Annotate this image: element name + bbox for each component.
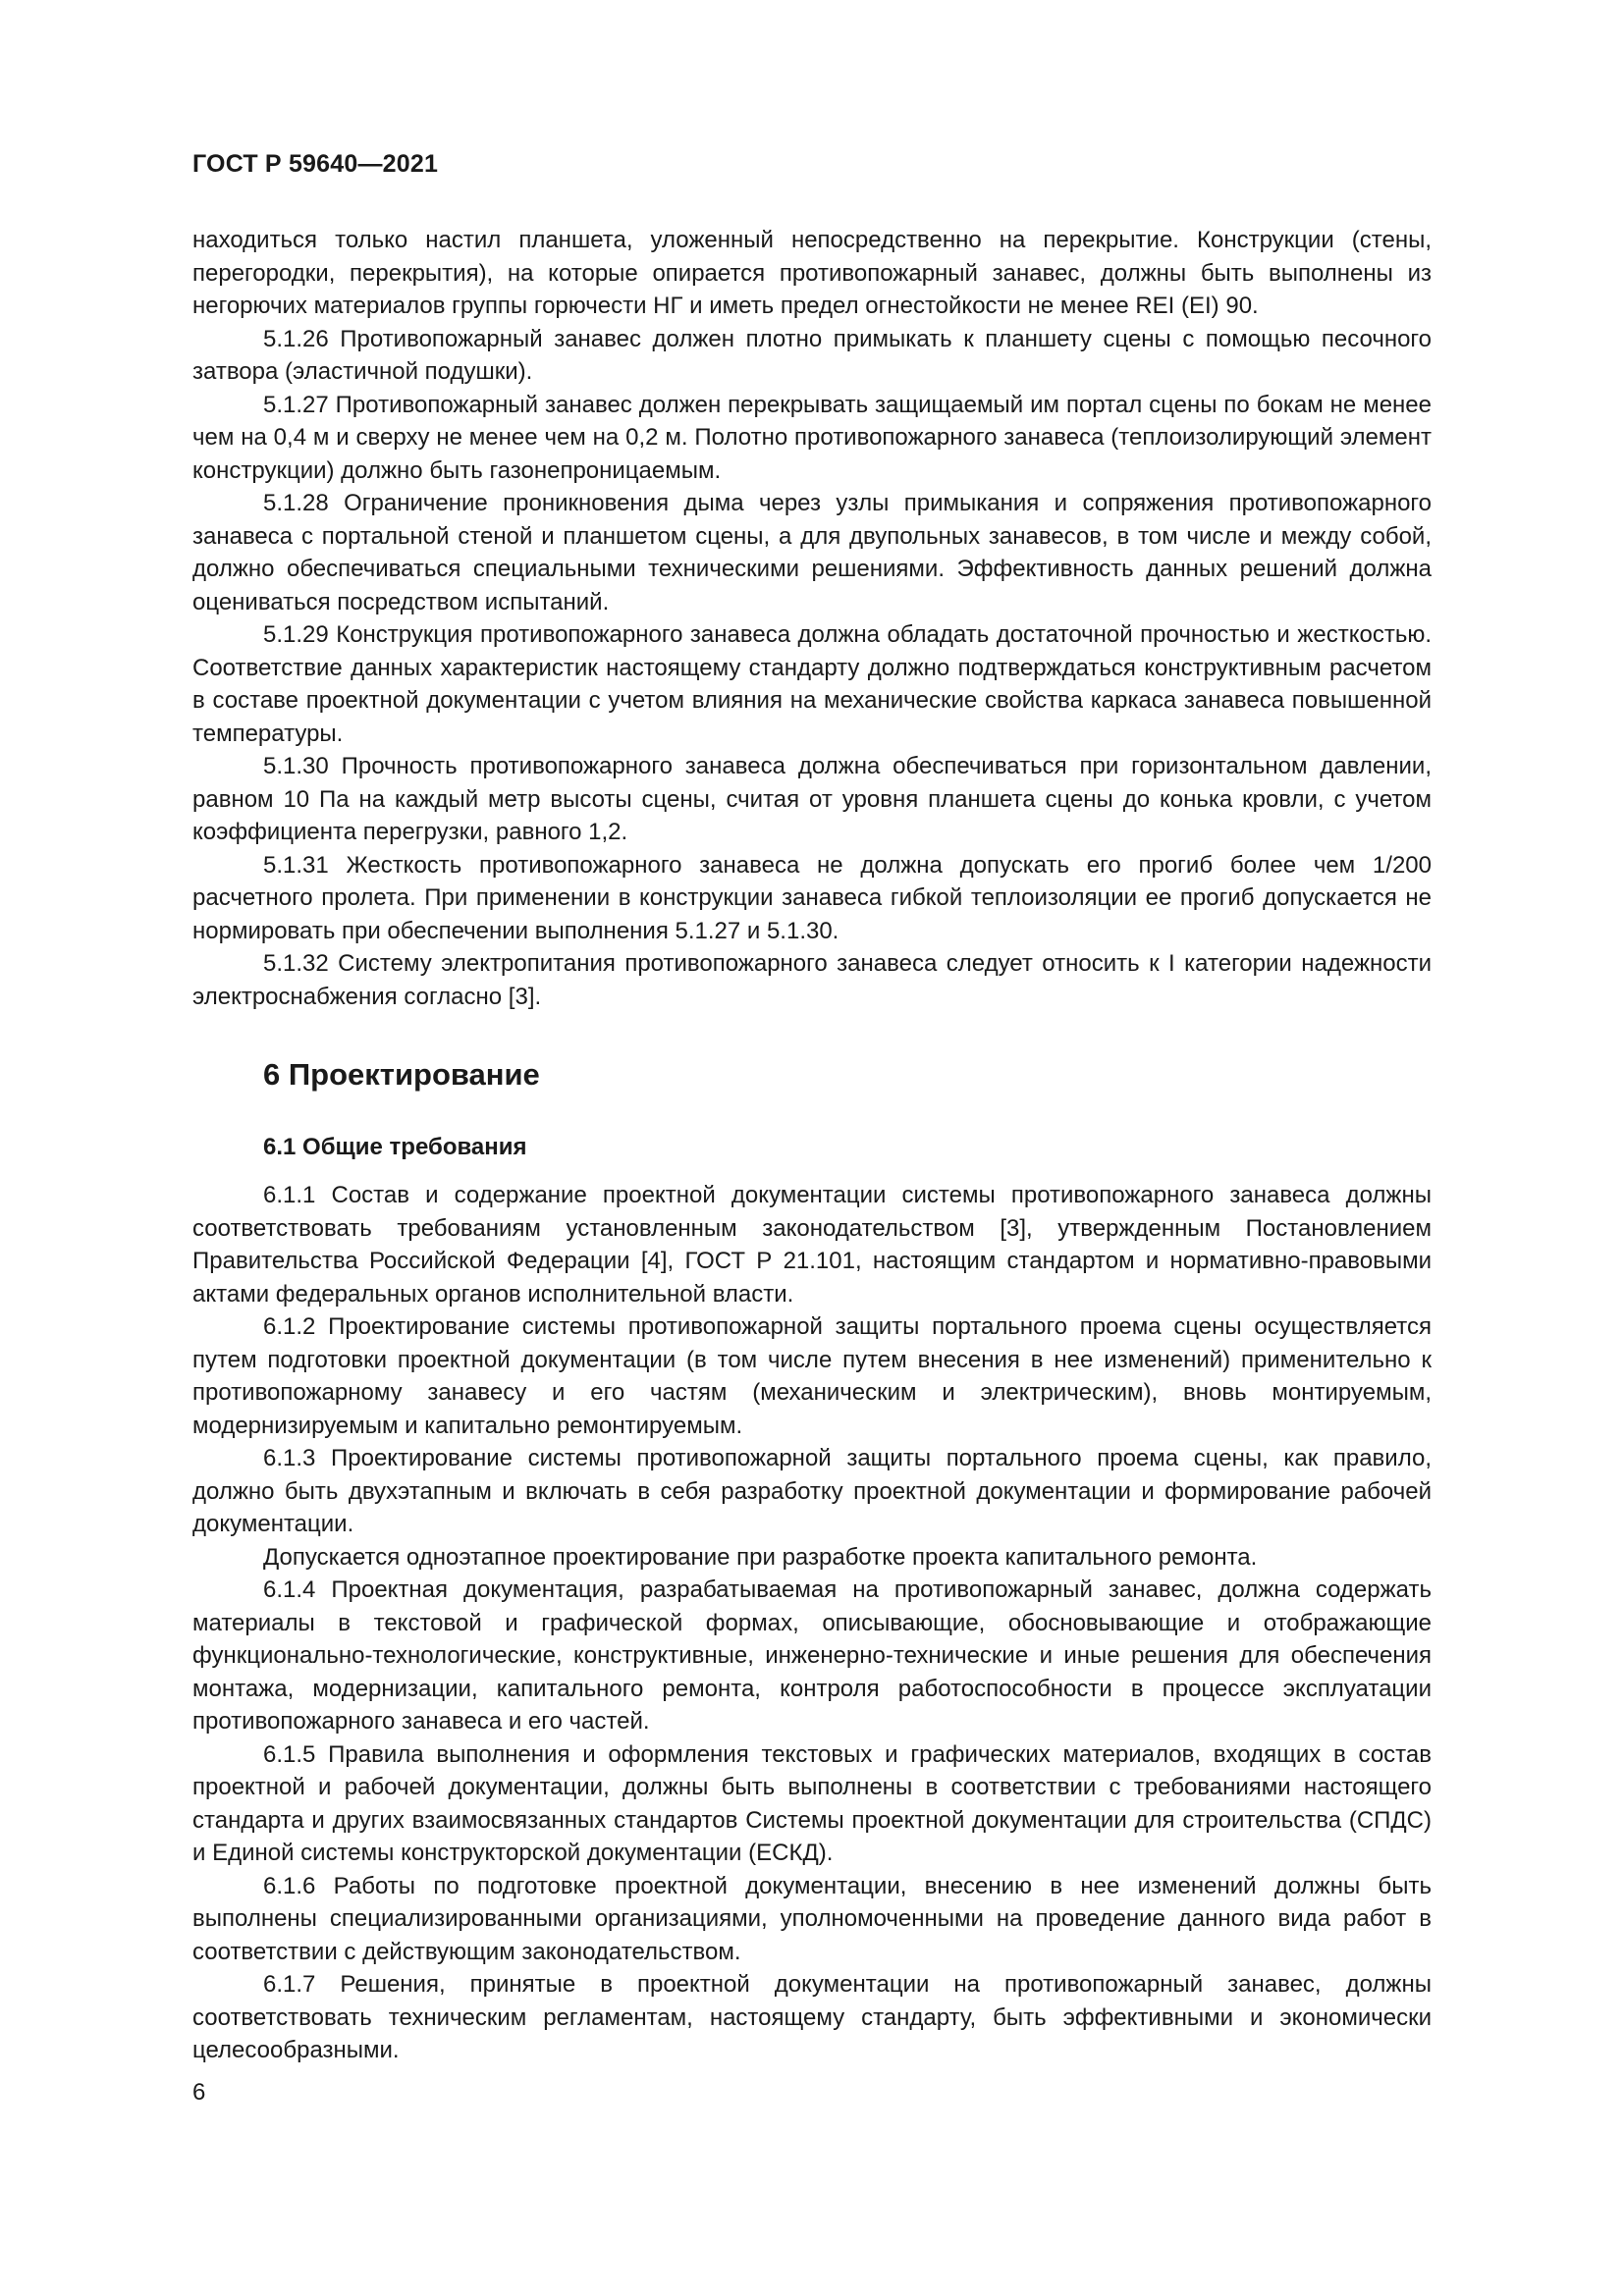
paragraph-6-1-2: 6.1.2 Проектирование системы противопожарной защиты портального проема сцены осуществляется путем подготовки проектной документации (в том числе путем внесения в нее изменений) применительно к противопожарному занавесу и его частям (механическим и электрическим), вновь монтируемым, модернизируемым и капитально ремонтируемым. [192,1313,1432,1439]
paragraph-5-1-28: 5.1.28 Ограничение проникновения дыма через узлы примыкания и сопряжения противопожарного занавеса с портальной стеной и планшетом сцены, а для двупольных занавесов, в том числе и между собой, должно обеспечиваться специальными техническими решениями. Эффективность данных решений должна оцениваться посредством испытаний. [192,490,1432,615]
paragraph-5-1-27: 5.1.27 Противопожарный занавес должен перекрывать защищаемый им портал сцены по бокам не менее чем на 0,4 м и сверху не менее чем на 0,2 м. Полотно противопожарного занавеса (теплоизолирующий элемент конструкции) должно быть газонепроницаемым. [192,391,1432,484]
paragraph-continuation: находиться только настил планшета, уложенный непосредственно на перекрытие. Конструкции (стены, перегородки, перекрытия), на которые опирается противопожарный занавес, должны быть выполнены из негорючих материалов группы горючести НГ и иметь предел огнестойкости не менее REI (EI) 90. [192,227,1432,319]
paragraph-note: Допускается одноэтапное проектирование при разработке проекта капитального ремонта. [263,1543,1258,1571]
paragraph-5-1-30: 5.1.30 Прочность противопожарного занавеса должна обеспечиваться при горизонтальном давлении, равном 10 Па на каждый метр высоты сцены, считая от уровня планшета сцены до конька кровли, с учетом коэффициента перегрузки, равного 1,2. [192,753,1432,845]
paragraph-5-1-32: 5.1.32 Систему электропитания противопожарного занавеса следует относить к I категории надежности электроснабжения согласно [3]. [192,950,1432,1010]
subsection-title: 6.1 Общие требования [263,1134,527,1160]
paragraph-6-1-6: 6.1.6 Работы по подготовке проектной документации, внесению в нее изменений должны быть выполнены специализированными организациями, уполномоченными на проведение данного вида работ в соответствии с действующим законодательством. [192,1872,1432,1965]
paragraph-6-1-7: 6.1.7 Решения, принятые в проектной документации на противопожарный занавес, должны соответствовать техническим регламентам, настоящему стандарту, быть эффективными и экономически целесообразными. [192,1971,1432,2063]
document-header: ГОСТ Р 59640—2021 [192,150,439,178]
paragraph-5-1-31: 5.1.31 Жесткость противопожарного занавеса не должна допускать его прогиб более чем 1/200 расчетного пролета. При применении в конструкции занавеса гибкой теплоизоляции ее прогиб допускается не нормировать при обеспечении выполнения 5.1.27 и 5.1.30. [192,851,1432,944]
paragraph-6-1-3: 6.1.3 Проектирование системы противопожарной защиты портального проема сцены, как правило, должно быть двухэтапным и включать в себя разработку проектной документации и формирование рабочей документации. [192,1445,1432,1537]
paragraph-6-1-5: 6.1.5 Правила выполнения и оформления текстовых и графических материалов, входящих в состав проектной и рабочей документации, должны быть выполнены в соответствии с требованиями настоящего стандарта и других взаимосвязанных стандартов Системы проектной документации для строительства (СПДС) и Единой системы конструкторской документации (ЕСКД). [192,1740,1432,1866]
paragraph-6-1-1: 6.1.1 Состав и содержание проектной документации системы противопожарного занавеса должны соответствовать требованиям установленным законодательством [3], утвержденным Постановлением Правительства Российской Федерации [4], ГОСТ Р 21.101, настоящим стандартом и нормативно-правовыми актами федеральных органов исполнительной власти. [192,1182,1432,1308]
page-number: 6 [192,2079,206,2106]
section-title: 6 Проектирование [263,1057,540,1092]
document-body [192,224,1432,2067]
paragraph-5-1-29: 5.1.29 Конструкция противопожарного занавеса должна обладать достаточной прочностью и жесткостью. Соответствие данных характеристик настоящему стандарту должно подтверждаться конструктивным расчетом в составе проектной документации с учетом влияния на механические свойства каркаса занавеса повышенной температуры. [192,621,1432,747]
paragraph-6-1-4: 6.1.4 Проектная документация, разрабатываемая на противопожарный занавес, должна содержать материалы в текстовой и графической формах, описывающие, обосновывающие и отображающие функционально-технологические, конструктивные, инженерно-технические и иные решения для обеспечения монтажа, модернизации, капитального ремонта, контроля работоспособности в процессе эксплуатации противопожарного занавеса и его частей. [192,1576,1432,1735]
paragraph-5-1-26: 5.1.26 Противопожарный занавес должен плотно примыкать к планшету сцены с помощью песочного затвора (эластичной подушки). [192,325,1432,385]
